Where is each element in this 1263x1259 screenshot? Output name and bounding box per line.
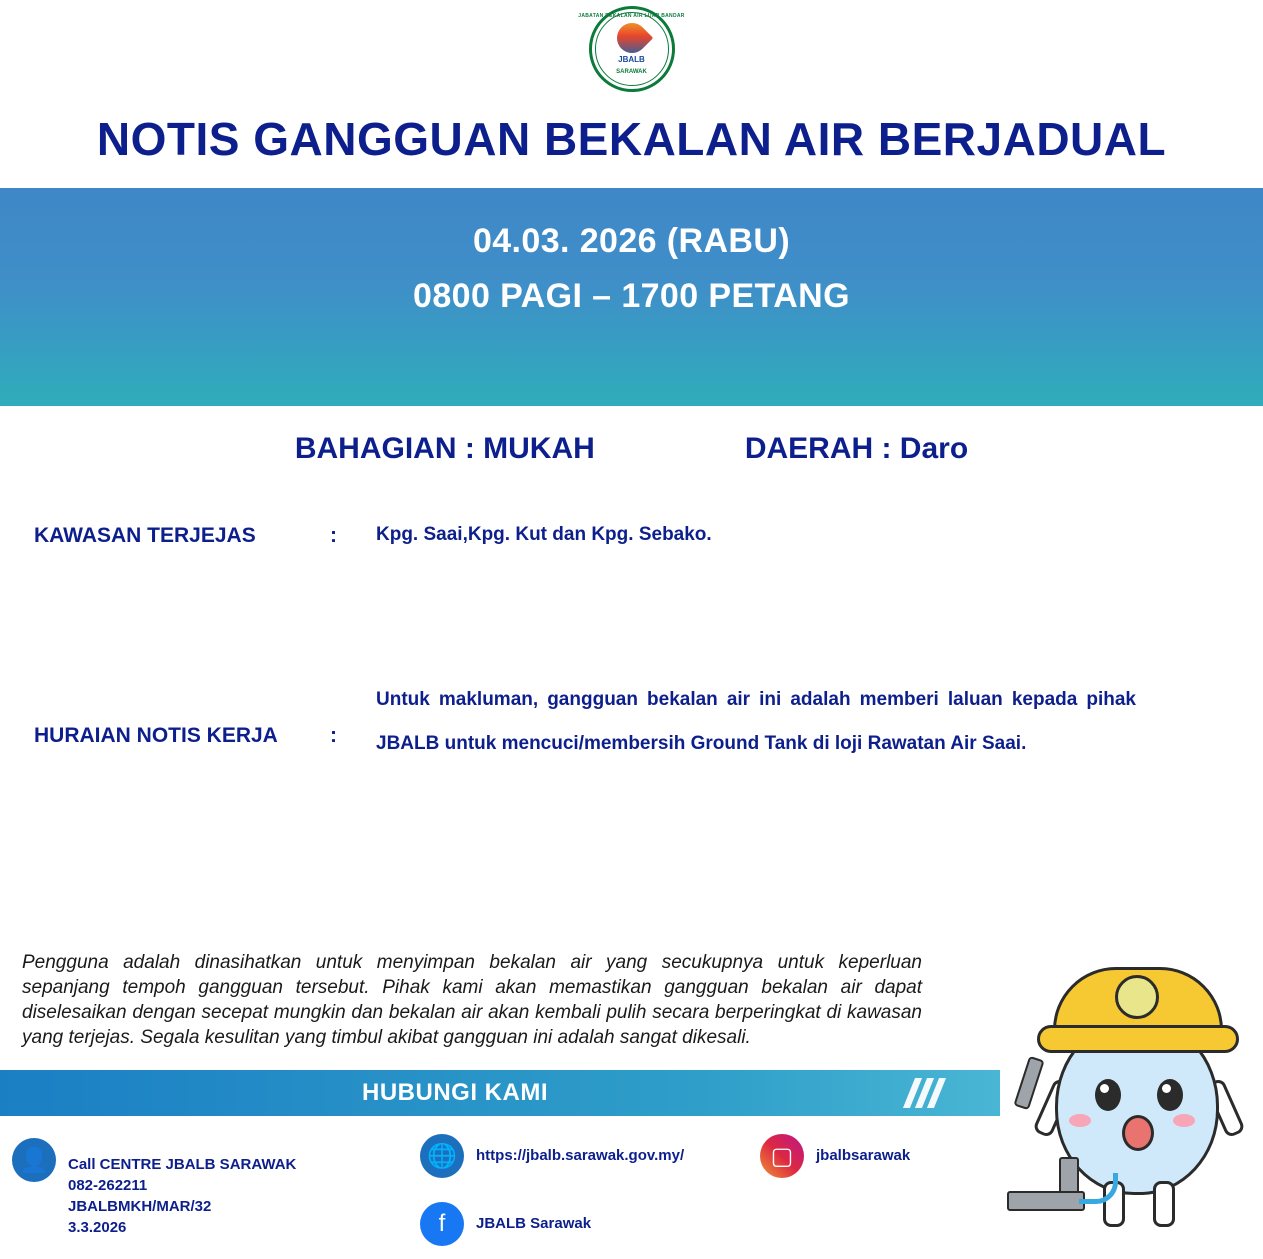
helmet-lamp-icon bbox=[1115, 975, 1159, 1019]
facebook-handle[interactable]: JBALB Sarawak bbox=[476, 1215, 592, 1232]
instagram-handle[interactable]: jbalbsarawak bbox=[816, 1147, 911, 1164]
contact-bar bbox=[0, 1070, 1000, 1116]
work-description-row bbox=[0, 678, 1263, 766]
mascot-right-cheek bbox=[1173, 1114, 1195, 1127]
mascot-right-eye bbox=[1157, 1079, 1183, 1111]
logo-mid-text: JBALB bbox=[618, 55, 645, 64]
facebook-icon: f bbox=[420, 1202, 464, 1246]
affected-area-row bbox=[0, 524, 1263, 548]
facebook-block[interactable] bbox=[420, 1202, 591, 1246]
affected-area-label: KAWASAN TERJEJAS bbox=[34, 524, 256, 547]
logo-container bbox=[0, 0, 1263, 94]
website-link[interactable]: https://jbalb.sarawak.gov.my/ bbox=[476, 1147, 685, 1164]
website-block[interactable] bbox=[420, 1134, 684, 1178]
affected-area-value: Kpg. Saai,Kpg. Kut dan Kpg. Sebako. bbox=[376, 524, 712, 545]
banner-time: 0800 PAGI – 1700 PETANG bbox=[413, 277, 850, 315]
work-description-colon: : bbox=[330, 724, 337, 747]
logo-top-text: JABATAN BEKALAN AIR LUAR BANDAR bbox=[578, 13, 685, 19]
call-centre-block bbox=[12, 1138, 296, 1238]
person-icon: 👤 bbox=[12, 1138, 56, 1182]
helmet-brim bbox=[1037, 1025, 1239, 1053]
advisory-text: Pengguna adalah dinasihatkan untuk menyimpan bekalan air yang secukupnya untuk keperluan sepanjang tempoh gangguan tersebut. Pihak kami akan memastikan gangguan bekalan air dapat diselesaikan dengan secepat mungkin dan bekalan air akan kembali pulih secara berperingkat di kawasan yang terjejas. Segala kesulitan yang timbul akibat gangguan ini adalah sangat dikesali. bbox=[22, 952, 922, 1048]
call-centre-name: Call CENTRE JBALB SARAWAK bbox=[68, 1156, 297, 1173]
mascot-left-cheek bbox=[1069, 1114, 1091, 1127]
mascot-mouth bbox=[1122, 1115, 1154, 1151]
contact-bar-title: HUBUNGI KAMI bbox=[362, 1079, 548, 1106]
globe-icon: 🌐 bbox=[420, 1134, 464, 1178]
logo-bottom-text: SARAWAK bbox=[616, 69, 647, 75]
notice-reference: JBALBMKH/MAR/32 bbox=[68, 1198, 212, 1215]
division-row bbox=[0, 432, 1263, 466]
call-centre-text bbox=[68, 1138, 296, 1238]
slashes-decoration bbox=[909, 1078, 940, 1108]
bahagian-label: BAHAGIAN : MUKAH bbox=[294, 432, 595, 465]
wrench-icon bbox=[1013, 1056, 1044, 1110]
water-drop-mascot bbox=[1007, 929, 1257, 1259]
work-description-label: HURAIAN NOTIS KERJA bbox=[34, 724, 278, 747]
mascot-left-eye bbox=[1095, 1079, 1121, 1111]
jbalb-logo bbox=[578, 6, 686, 94]
footer-contacts bbox=[0, 1124, 1000, 1259]
instagram-block[interactable] bbox=[760, 1134, 910, 1178]
affected-area-colon: : bbox=[330, 524, 337, 547]
mascot-right-leg bbox=[1153, 1181, 1175, 1227]
banner-date: 04.03. 2026 (RABU) bbox=[472, 222, 791, 260]
work-description-value: Untuk makluman, gangguan bekalan air ini adalah memberi laluan kepada pihak JBALB untuk mencuci/membersih Ground Tank di loji Rawatan Air Saai. bbox=[376, 689, 1136, 754]
pipe-horizontal bbox=[1007, 1191, 1085, 1211]
call-centre-phone: 082-262211 bbox=[68, 1177, 148, 1194]
notice-reference-date: 3.3.2026 bbox=[68, 1219, 127, 1236]
instagram-icon: ▢ bbox=[760, 1134, 804, 1178]
daerah-label: DAERAH : Daro bbox=[744, 432, 969, 465]
schedule-banner bbox=[0, 188, 1263, 406]
page-title: NOTIS GANGGUAN BEKALAN AIR BERJADUAL bbox=[96, 113, 1167, 165]
